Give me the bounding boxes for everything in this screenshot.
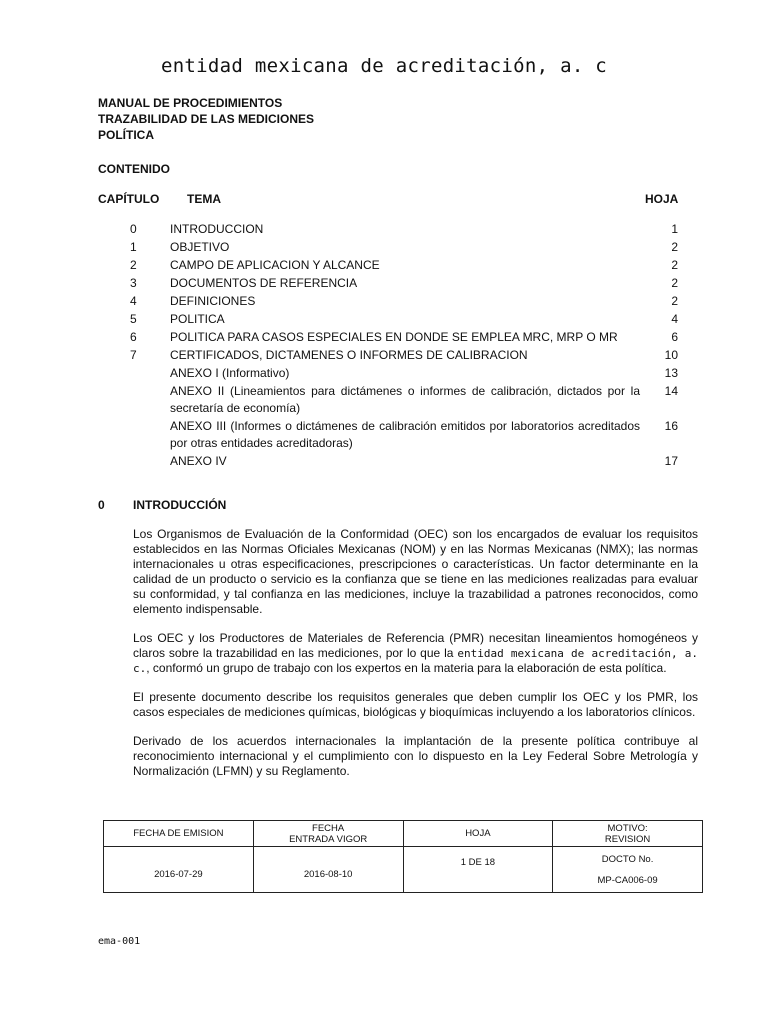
paragraph-text: , conformó un grupo de trabajo con los expertos en la materia para la elaboración de esta política. xyxy=(146,661,667,675)
organization-header: entidad mexicana de acreditación, a. c xyxy=(160,55,608,77)
toc-number: 0 xyxy=(130,222,137,236)
toc-title: CAMPO DE APLICACION Y ALCANCE xyxy=(170,258,380,272)
toc-title: OBJETIVO xyxy=(170,240,230,254)
toc-col-topic: TEMA xyxy=(187,192,221,206)
toc-number: 4 xyxy=(130,294,137,308)
value-hoja: 1 DE 18 xyxy=(403,847,553,893)
toc-row xyxy=(0,453,768,470)
header-text: ENTRADA VIGOR xyxy=(289,833,368,845)
value-fecha-emision: 2016-07-29 xyxy=(104,847,254,893)
toc-title: ANEXO III (Informes o dictámenes de calibración emitidos por laboratorios acreditados por otras entidades acreditadoras) xyxy=(170,419,640,450)
header-fecha-vigor xyxy=(253,821,403,847)
toc-page: 2 xyxy=(671,258,678,272)
section-body xyxy=(133,527,698,793)
toc-title: INTRODUCCION xyxy=(170,222,264,236)
toc-row xyxy=(0,239,768,256)
toc-row xyxy=(0,365,768,382)
toc-number: 6 xyxy=(130,330,137,344)
contents-label: CONTENIDO xyxy=(98,162,170,176)
table-of-contents xyxy=(0,221,768,471)
toc-row xyxy=(0,275,768,292)
toc-page: 4 xyxy=(671,312,678,326)
toc-title: ANEXO II (Lineamientos para dictámenes o informes de calibración, dictados por la secretaría de economía) xyxy=(170,384,640,415)
value-fecha-vigor: 2016-08-10 xyxy=(253,847,403,893)
toc-number xyxy=(0,418,170,452)
docto-number: MP-CA006-09 xyxy=(597,874,658,886)
toc-page: 16 xyxy=(664,419,678,433)
form-code: ema-001 xyxy=(98,936,141,947)
section-title: INTRODUCCIÓN xyxy=(133,498,227,512)
organization-name: entidad mexicana de acreditación, a. c. xyxy=(133,647,698,675)
toc-number: 5 xyxy=(130,312,137,326)
toc-number: 1 xyxy=(130,240,137,254)
section-number: 0 xyxy=(98,498,105,512)
toc-title: CERTIFICADOS, DICTAMENES O INFORMES DE CALIBRACION xyxy=(170,348,528,362)
header-fecha-emision: FECHA DE EMISION xyxy=(104,821,254,847)
header-text: MOTIVO: xyxy=(607,822,648,834)
paragraph-text: Los OEC y los Productores de Materiales de Referencia (PMR) necesitan lineamientos homogéneos y claros sobre la trazabilidad en las mediciones, por lo que la xyxy=(133,631,698,660)
section-heading xyxy=(98,498,226,512)
toc-page: 10 xyxy=(664,348,678,362)
toc-row xyxy=(0,311,768,328)
toc-number xyxy=(0,365,170,382)
toc-number: 7 xyxy=(130,348,137,362)
document-headings xyxy=(98,95,314,143)
toc-row xyxy=(0,257,768,274)
paragraph xyxy=(133,631,698,676)
document-control-table xyxy=(103,820,703,893)
toc-row xyxy=(0,329,768,346)
document-subject: TRAZABILIDAD DE LAS MEDICIONES xyxy=(98,112,314,126)
header-hoja: HOJA xyxy=(403,821,553,847)
document-type: POLÍTICA xyxy=(98,128,154,142)
toc-title: POLITICA xyxy=(170,312,225,326)
toc-row xyxy=(0,383,768,417)
header-text: FECHA xyxy=(312,822,345,834)
value-docto xyxy=(553,847,703,893)
paragraph: El presente documento describe los requisitos generales que deben cumplir los OEC y los PMR, los casos especiales de mediciones químicas, biológicas y bioquímicas incluyendo a los laboratorios clínicos. xyxy=(133,690,698,719)
toc-number xyxy=(0,453,170,470)
toc-title: ANEXO I (Informativo) xyxy=(170,366,290,380)
toc-title: POLITICA PARA CASOS ESPECIALES EN DONDE SE EMPLEA MRC, MRP O MR xyxy=(170,330,618,344)
toc-title: ANEXO IV xyxy=(170,454,227,468)
toc-page: 14 xyxy=(664,384,678,398)
toc-row xyxy=(0,418,768,452)
header-text: REVISION xyxy=(604,833,651,845)
toc-title: DEFINICIONES xyxy=(170,294,256,308)
toc-row xyxy=(0,347,768,364)
toc-number: 3 xyxy=(130,276,137,290)
toc-col-chapter: CAPÍTULO xyxy=(98,192,160,206)
toc-col-page: HOJA xyxy=(645,192,679,206)
toc-number: 2 xyxy=(130,258,137,272)
toc-page: 2 xyxy=(671,294,678,308)
toc-page: 13 xyxy=(664,366,678,380)
toc-page: 2 xyxy=(671,276,678,290)
docto-label: DOCTO No. xyxy=(601,853,654,865)
paragraph: Los Organismos de Evaluación de la Conformidad (OEC) son los encargados de evaluar los requisitos establecidos en las Normas Oficiales Mexicanas (NOM) y en las Normas Mexicanas (NMX); las normas internacionales u otras especificaciones, prescripciones o características. Un factor determinante en la calidad de un producto o servicio es la confianza que se tiene en las mediciones realizadas para evaluar su conformidad, y tal confianza en las mediciones, incluye la trazabilidad a patrones reconocidos, como elemento indispensable. xyxy=(133,527,698,616)
manual-title: MANUAL DE PROCEDIMIENTOS xyxy=(98,96,283,110)
toc-title: DOCUMENTOS DE REFERENCIA xyxy=(170,276,358,290)
toc-page: 2 xyxy=(671,240,678,254)
toc-row xyxy=(0,221,768,238)
toc-page: 1 xyxy=(671,222,678,236)
toc-page: 17 xyxy=(664,454,678,468)
toc-number xyxy=(0,383,170,417)
toc-row xyxy=(0,293,768,310)
toc-page: 6 xyxy=(671,330,678,344)
paragraph: Derivado de los acuerdos internacionales la implantación de la presente política contribuye al reconocimiento internacional y el cumplimiento con lo dispuesto en la Ley Federal Sobre Metrología y Normalización (LFMN) y su Reglamento. xyxy=(133,734,698,778)
header-motivo xyxy=(553,821,703,847)
